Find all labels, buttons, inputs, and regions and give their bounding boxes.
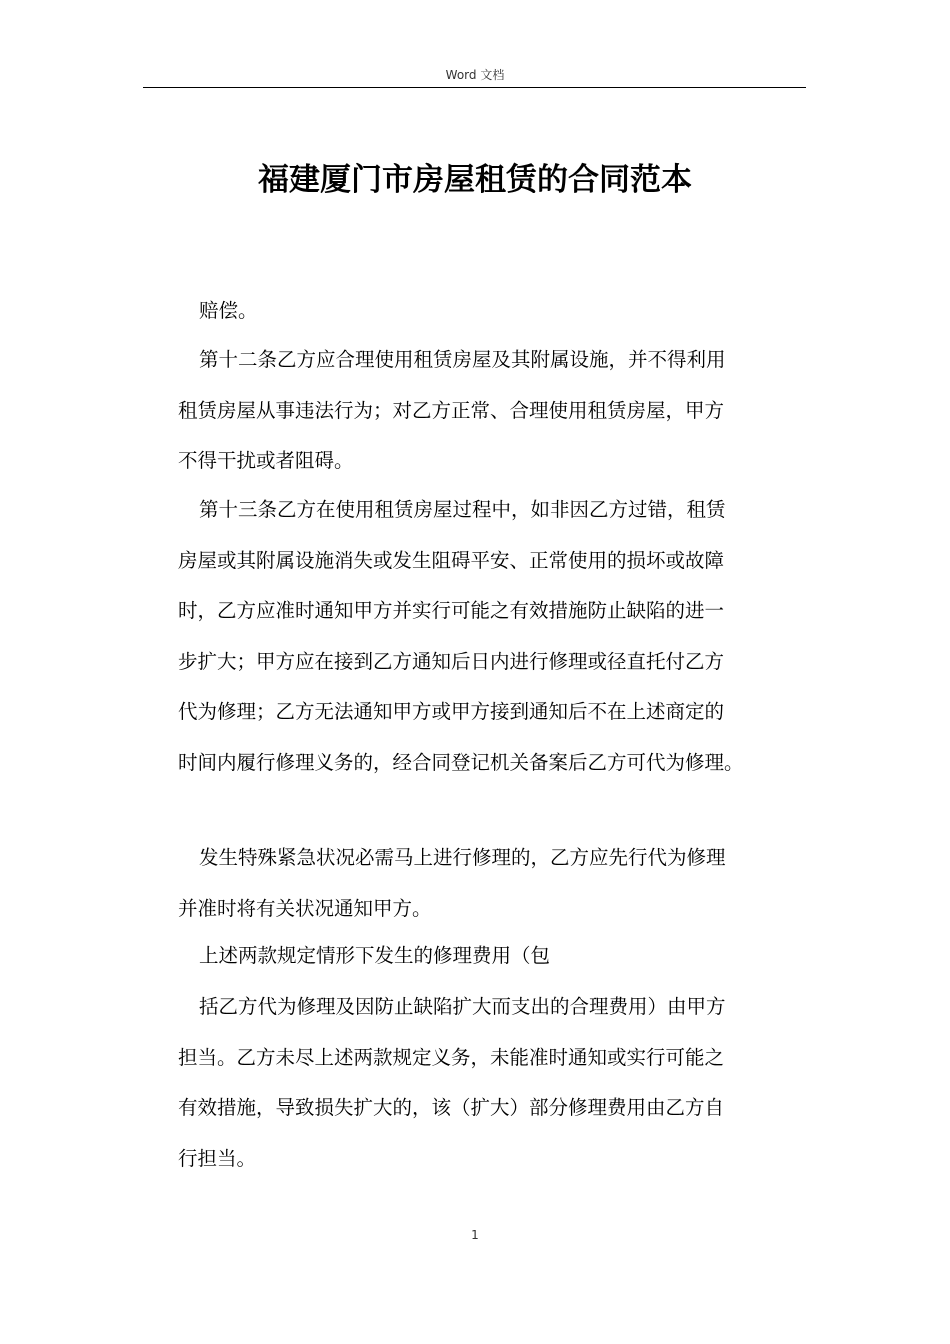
paragraph-6 <box>178 982 818 1184</box>
text-line: 租赁房屋从事违法行为；对乙方正常、合理使用租赁房屋，甲方 <box>178 398 725 422</box>
text-line: 时，乙方应准时通知甲方并实行可能之有效措施防止缺陷的进一 <box>178 599 725 622</box>
text-line: 有效措施，导致损失扩大的，该（扩大）部分修理费用由乙方自 <box>178 1096 725 1119</box>
text-line: 房屋或其附属设施消失或发生阻碍平安、正常使用的损坏或故障 <box>178 548 725 572</box>
paragraph-4 <box>178 833 818 934</box>
text-line: 行担当。 <box>178 1146 257 1170</box>
text-line: 括乙方代为修理及因防止缺陷扩大而支出的合理费用）由甲方 <box>199 995 726 1018</box>
paragraph-2 <box>178 335 818 487</box>
text-line: 发生特殊紧急状况必需马上进行修理的，乙方应先行代为修理 <box>199 846 726 869</box>
paragraph-5 <box>178 931 818 982</box>
paragraph-3 <box>178 485 818 788</box>
header-divider <box>143 87 806 88</box>
text-line: 步扩大；甲方应在接到乙方通知后日内进行修理或径直托付乙方 <box>178 649 725 673</box>
text-line: 赔偿。 <box>199 299 258 322</box>
text-line: 第十三条乙方在使用租赁房屋过程中，如非因乙方过错，租赁 <box>199 498 726 521</box>
paragraph-1 <box>178 286 818 337</box>
text-line: 上述两款规定情形下发生的修理费用（包 <box>199 944 551 967</box>
text-line: 并准时将有关状况通知甲方。 <box>178 896 432 920</box>
text-line: 不得干扰或者阻碍。 <box>178 449 354 472</box>
text-line: 担当。乙方未尽上述两款规定义务，未能准时通知或实行可能之 <box>178 1045 725 1069</box>
text-line: 第十二条乙方应合理使用租赁房屋及其附属设施，并不得利用 <box>199 348 726 371</box>
page-number: 1 <box>471 1228 479 1242</box>
document-title: 福建厦门市房屋租赁的合同范本 <box>258 162 692 198</box>
text-line: 时间内履行修理义务的，经合同登记机关备案后乙方可代为修理。 <box>178 750 744 774</box>
page-header: Word 文档 <box>445 68 505 82</box>
text-line: 代为修理；乙方无法通知甲方或甲方接到通知后不在上述商定的 <box>178 700 725 723</box>
